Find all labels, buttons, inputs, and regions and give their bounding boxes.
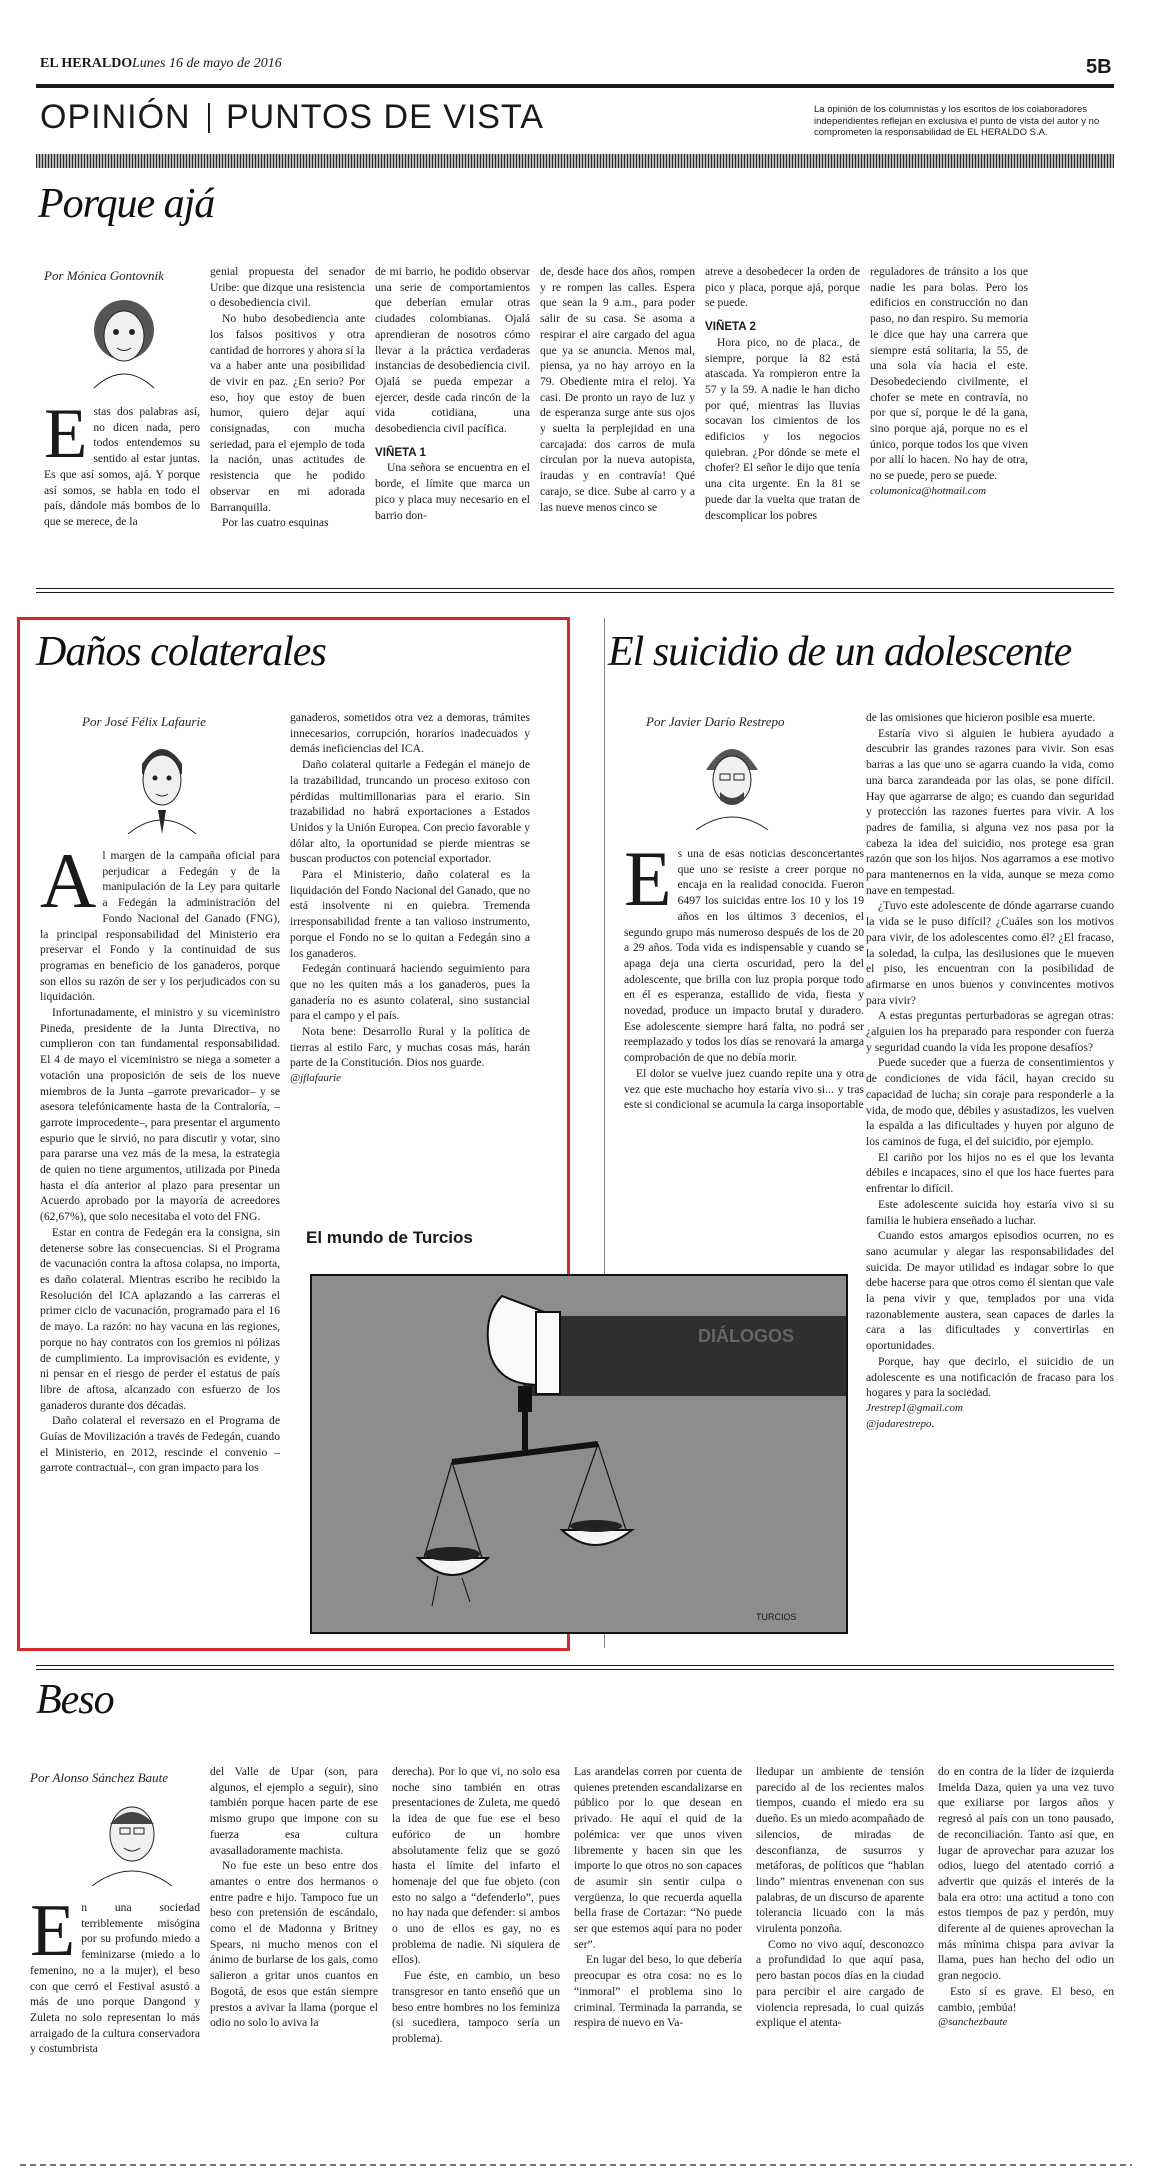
author-email: Jrestrep1@gmail.com xyxy=(866,1401,963,1414)
drop-cap: E xyxy=(624,846,672,922)
disclaimer: La opinión de los columnistas y los escritos de los colaboradores independientes reflejan en exclusiva el punto de vista del autor y no comprometen la responsabilidad de EL HERALDO S.A. xyxy=(814,104,1100,138)
paragraph: Cuando estos amargos episodios ocurren, no es sano acumular y alegar las responsabilidades del suicida. De mayor utilidad es indagar sobre lo que debe hacerse para que otros como él sientan que vale la pena vivir y que, templados por una vida razonablemente austera, sean capaces de darles la cara a las dificultades y convertirlas en oportunidades. xyxy=(866,1229,1114,1353)
paragraph: A estas preguntas perturbadoras se agregan otras: ¿alguien los ha preparado para responder con fuerza y seguridad cuando la vida les propone desafíos? xyxy=(866,1009,1114,1054)
paragraph: Daño colateral el reversazo en el Programa de Guías de Movilización a través de Fedegán, cuando el Ministerio, en 2012, rescinde el convenio –garrote contractual–, con gran impacto para los xyxy=(40,1414,280,1475)
byline: Por Alonso Sánchez Baute xyxy=(30,1770,169,1785)
footer-strip xyxy=(20,2164,1132,2166)
column-3 xyxy=(392,1764,560,2098)
column-6 xyxy=(938,1764,1114,2098)
masthead-paper: EL HERALDO xyxy=(40,56,133,71)
paragraph: stas dos palabras así, no dicen nada, pero todos entendemos su sentido al estar juntas. Es que así somos, ajá. Y porque así somos, se habla en todo el país, dándole más bombos de lo que se merece, de la xyxy=(44,405,200,528)
author-portrait xyxy=(74,290,174,390)
paragraph: Estaría vivo si alguien le hubiera ayudado a descubrir las grandes razones para vivir. Son esas barras a las que uno se agarra cuando la vida, como una barca zarandeada por las olas, se pone difícil. Hay que agarrarse de algo; es cuando dan seguridad y protección las razones fuertes para vivir. A los padres de familia, si alguna vez nos pasa por la cabeza la idea del suicidio, nos protege esa gran razón que son los hijos. Nos agarramos a ese motivo para mantenernos en la vida, aunque se meza como nave en tempestad. xyxy=(866,726,1114,897)
paragraph: Nota bene: Desarrollo Rural y la política de tierras al estilo Farc, y muchas cosas más, harán parte de la Constitución. Dios nos guarde. xyxy=(290,1025,530,1070)
drop-cap: E xyxy=(30,1900,76,1972)
paragraph: Como no vivo aquí, desconozco a profundidad lo que aquí pasa, pero bastan pocos días en la ciudad para percibir el aire cargado de violencia represada, lo cual quizás explique el atenta- xyxy=(756,1937,924,2030)
masthead-rule xyxy=(36,84,1114,88)
paragraph: atreve a desobedecer la orden de pico y placa, porque ajá, porque se puede. xyxy=(705,265,860,310)
paragraph: derecha). Por lo que vi, no solo esa noche sino también en otras presentaciones de Zuleta, me quedó la idea de que fue ese el beso eufórico de un hombre absolutamente feliz que se gozó hasta el límite del infarto el homenaje del que fue objeto (con esto no salgo a “defenderlo”, pues no hay nada que defender: si ambos o uno de ellos es gay, no es problema de nadie. Ni siquiera de ellos). xyxy=(392,1765,560,1967)
author-portrait xyxy=(120,734,204,834)
cartoon-label: DIÁLOGOS xyxy=(698,1326,795,1346)
column-1 xyxy=(44,404,200,574)
hatch-band xyxy=(36,154,1114,168)
paragraph: En lugar del beso, lo que debería preocupar es otra cosa: no es lo “inmoral” el problema sino lo criminal. Terminada la parranda, se respira de nuevo en Va- xyxy=(574,1953,742,2030)
cartoon-frame xyxy=(310,1274,848,1634)
paragraph: Una señora se encuentra en el borde, el límite que marca un pico y placa muy necesario en el barrio don- xyxy=(375,461,530,522)
byline: Por Mónica Gontovnik xyxy=(44,268,164,283)
paragraph: No hubo desobediencia ante los falsos positivos y otra cantidad de horrores y ahora sí la va a haber ante una posibilidad de vivir en paz. ¿En serio? Por eso, hoy que estoy de buen humor, quiero dejar aquí consignadas, con mucha seriedad, para el ejemplo de toda la nación, unas actitudes de resistencia que he podido observar en mi adorada Barranquilla. xyxy=(210,312,365,514)
paragraph: Estar en contra de Fedegán era la consigna, sin detenerse sobre las consecuencias. Si el Programa de vacunación contra la aftosa colapsa, no importa, es daño colateral. Mientras escribo he recibido la Resolución del ICA aplazando a las carreras el primer ciclo de vacunación, programado para el 16 de mayo. La razón: no hay vacuna en las regiones, porque no hay contratos con los gremios ni pólizas de cumplimiento. La improvisación es evidente, y ni pensar en el riesgo de perder el estatus de país libre de aftosa, alcanzado con esfuerzo de los ganaderos durante dos décadas. xyxy=(40,1225,280,1412)
column-2 xyxy=(290,710,530,1150)
section-rule xyxy=(36,1665,1114,1666)
column-4 xyxy=(574,1764,742,2098)
paragraph: reguladores de tránsito a los que nadie les para bolas. Pero los edificios en construcción no dan paso, no dan respiro. Su memoria le dice que hay una carrera que siempre está solitaria, la 55, de una sola vía hacia el este. Desobedeciendo civilmente, el chofer se mete en contravía, no por que sí, porque le dé la gana, sino porque ajá, porque no es el único, porque todos los que viven por allí lo hacen. No hay de otra, no se puede, pero se puede. xyxy=(870,265,1028,483)
cartoon-signature: TURCIOS xyxy=(756,1612,797,1622)
paragraph: genial propuesta del senador Uribe: que dizque una resistencia o desobediencia civil. xyxy=(210,265,365,310)
paragraph: Hora pico, no de placa., de siempre, porque la 82 está atascada. Ya rompieron entre la 57 y la 59. A nadie le han dicho por qué, mientras las lluvias socavan los cimientos de los edificios y los negocios quiebran. ¿Por dónde se mete el chofer? El señor le dijo que tenía una cita urgente. En la 81 se puede dar la vuelta que tratan de descomplicar los pobres xyxy=(705,335,860,522)
article-title: Porque ajá xyxy=(38,181,215,227)
byline: Por José Félix Lafaurie xyxy=(82,714,206,729)
column-2 xyxy=(866,710,1114,1636)
column-1 xyxy=(624,846,864,1236)
column-1 xyxy=(40,848,280,1626)
paragraph: ganaderos, sometidos otra vez a demoras, trámites innecesarios, corrupción, horarios inadecuados y demás ineficiencias del ICA. xyxy=(290,711,530,756)
paragraph: Daño colateral quitarle a Fedegán el manejo de la trazabilidad, truncando un proceso exitoso con pérdidas multimillonarias para el erario. Sin trazabilidad no habrá exportaciones a Estados Unidos y la Unión Europea. Con precio favorable y dólar alto, la oportunidad se pierde mientras se buscan productos con potencial exportador. xyxy=(290,758,530,866)
article-title: Beso xyxy=(36,1677,114,1723)
byline: Por Javier Darío Restrepo xyxy=(646,714,785,729)
paragraph: El cariño por los hijos no es el que los levanta débiles e incapaces, sino el que los hace fuertes para enfrentar lo difícil. xyxy=(866,1150,1114,1196)
section-title: OPINIÓN xyxy=(40,98,191,136)
paragraph: Fedegán continuará haciendo seguimiento para que no les quiten más a los ganaderos, pues la ganadería no es asunto colateral, sino sustancial para el campo y el país. xyxy=(290,962,530,1023)
masthead-date: Lunes 16 de mayo de 2016 xyxy=(132,56,282,71)
paragraph: l margen de la campaña oficial para perjudicar a Fedegán y de la manipulación de la Ley para quitarle a Fedegán la administración del Fondo Nacional del Ganado (FNG), la principal responsabilidad del Ministerio era preservar el Fondo y la continuidad de sus programas en beneficio de los ganaderos, porque son ellos su razón de ser y los perjudicados con su liquidación. xyxy=(40,849,280,1004)
column-6 xyxy=(870,264,1028,574)
author-handle: @jadarestrepo. xyxy=(866,1417,935,1430)
column-3 xyxy=(375,264,530,574)
author-handle: @sanchezbaute xyxy=(938,2016,1008,2029)
paragraph: No fue este un beso entre dos amantes o entre dos hermanos o entre padre e hijo. Tampoco fue un beso con pretensión de escándalo, como el de Madonna y Britney Spears, ni mucho menos con el ánimo de burlarse de los gais, como salieron a gritar unos cuantos en Bogotá, de esos que están siempre prestos a avivar la llama (porque el odio no solo lo aviva la xyxy=(210,1859,378,2030)
paragraph: do en contra de la líder de izquierda Imelda Daza, quien ya una vez tuvo que exiliarse por largos años y regresó al país con un tono pausado, de reconciliación. Tanto así que, en lugar de aprovechar para azuzar los odios, luego del atentado corrió a advertir que quizás el interés de la bala era otro: una actitud a tono con estos tiempos de paz y perdón, muy diferente al de quienes aprovechan la más mínima chispa para avivar la llama, pues han hecho del odio un gran negocio. xyxy=(938,1765,1114,1983)
section-divider xyxy=(208,103,210,133)
page-number: 5B xyxy=(1086,56,1112,78)
paragraph: ¿Tuvo este adolescente de dónde agarrarse cuando la vida se le puso difícil? ¿Cuáles son los motivos para vivir, de los adolescentes como él? ¿El fracaso, la soledad, la culpa, las desilusiones que le mueven el piso, les encuentran con la posibilidad de afirmarse en unos buenos y convincentes motivos para vivir? xyxy=(866,899,1114,1007)
subhead: VIÑETA 2 xyxy=(705,320,756,334)
cartoon-title: El mundo de Turcios xyxy=(306,1228,473,1247)
author-handle: @jflafaurie xyxy=(290,1072,342,1085)
paragraph: Por las cuatro esquinas xyxy=(222,516,329,530)
paragraph: Este adolescente suicida hoy estaría vivo si su familia le hubiera enseñado a luchar. xyxy=(866,1197,1114,1227)
section-rule xyxy=(36,1669,1114,1670)
author-portrait xyxy=(690,734,774,830)
subhead: VIÑETA 1 xyxy=(375,445,426,459)
section-rule xyxy=(36,592,1114,593)
paragraph: Fue éste, en cambio, un beso transgresor en tanto enseñó que un beso entre hombres no los feminiza (si sucediera, tampoco sería un problema). xyxy=(392,1969,560,2045)
column-5 xyxy=(756,1764,924,2098)
drop-cap: A xyxy=(40,848,97,924)
paragraph: s una de esas noticias desconcertantes que uno se resiste a creer porque no encaja en la realidad conocida. Fueron 6497 los suicidas entre los 10 y los 19 años en los últimos 3 decenios, el segundo grupo más numeroso después de los de 20 a 29 años. Toda vida es indispensable y cuando se apaga deja una cierta oscuridad, pero la del adolescente, que brilla con luz propia porque todo en él es esperanza, estallido de vida, fiesta y novedad, produce un impacto brutal y duradero. Ese adolescente siempre hará falta, no podrá ser reemplazado y todos los días se renovará la amarga comprobación de que no debía morir. xyxy=(624,847,864,1065)
paragraph: del Valle de Upar (son, para algunos, el ejemplo a seguir), sino también porque hacen parte de ese mismo grupo que impone con su fuerza esa cultura avasalladoramente machista. xyxy=(210,1765,378,1857)
paragraph: lledupar un ambiente de tensión parecido al de los recientes malos tiempos, cuando el miedo era su dueño. Es un miedo acompañado de silencios, de miradas de desconfianza, de susurros y metáforas, de políticos que “hablan lindo” mientras envenenan con sus palabras, de un discurso de aparente tolerancia licuado con la más virulenta ponzoña. xyxy=(756,1765,924,1936)
article-title: El suicidio de un adolescente xyxy=(608,629,1072,675)
paragraph: Para el Ministerio, daño colateral es la liquidación del Fondo Nacional del Ganado, que no está insolvente ni en quiebra. Tremenda irresponsabilidad frente a tan valioso instrumento, porque el Fondo no se lo quitan a Fedegán sino a los ganaderos. xyxy=(290,868,530,960)
column-2 xyxy=(210,1764,378,2098)
paragraph: Puede suceder que a fuerza de consentimientos y de condiciones de vida fácil, hayan crecido su capacidad de lucha; sin coraje para responderle a la vida, de modo que, débiles y asustadizos, les vuelven la espalda a las dificultades y huyen por alguno de los caminos de fuga, el del suicidio, por ejemplo. xyxy=(866,1056,1114,1148)
paragraph: El dolor se vuelve juez cuando repite una y otra vez que este muchacho hoy estaría vivo si... y tras este si condicional se acumula la carga insoportable xyxy=(624,1066,864,1112)
paragraph: Esto sí es grave. El beso, en cambio, ¡embúa! xyxy=(938,1984,1114,2014)
paragraph: de las omisiones que hicieron posible esa muerte. xyxy=(866,711,1096,724)
column-4 xyxy=(540,264,695,574)
author-portrait xyxy=(84,1790,180,1886)
drop-cap: E xyxy=(44,404,88,473)
column-2 xyxy=(210,264,365,574)
section-rule xyxy=(36,588,1114,589)
article-title: Daños colaterales xyxy=(36,629,326,675)
column-5 xyxy=(705,264,860,574)
paragraph: Las arandelas corren por cuenta de quienes pretenden escandalizarse en público por lo que desean en privado. He aquí el quid de la polémica: ver que unos viven libremente y hacen sin que les importe lo que otros no son capaces de asumir sin sentir culpa o vergüenza, lo que recuerda aquella bella frase de Cortazar: “No puede ser que estemos aquí para no poder ser”. xyxy=(574,1765,742,1951)
author-email: columonica@hotmail.com xyxy=(870,484,987,497)
subsection-title: PUNTOS DE VISTA xyxy=(226,98,544,136)
paragraph: n una sociedad terriblemente misógina por su profundo miedo a feminizarse (miedo a lo femenino, no a la mujer), el beso con que cerró el Festival asustó a más de uno porque Dangond y Zuleta no solo representan lo más arraigado de la cultura conservadora y costumbrista xyxy=(30,1901,200,2056)
column-1 xyxy=(30,1900,200,2096)
paragraph: de, desde hace dos años, rompen y re rompen las calles. Espera que sean la 9 a.m., para poder salir de su casa. Se asoma a respirar el aire cargado del agua que ya se anuncia. Menos mal, piensa, ya no hay arroyo en la 79. Obediente mira el reloj. Ya casi. De pronto un rayo de luz y de esperanza surge ante sus ojos y suelta la perplejidad en una carcajada: dos carros de mula circulan por la nueva autopista, iraudas y en contravía! Qué carajo, se dice. Sube al carro y a las nueve menos cinco se xyxy=(540,265,695,514)
paragraph: de mi barrio, he podido observar una serie de comportamientos que deberían emular otras ciudades colombianas. Ojalá aprendieran de nosotros cómo llevar a la práctica verdaderas instancias de desobediencia civil. Ojalá se pueda empezar a ejercer, desde cada rincón de la vida cotidiana, una desobediencia civil pacífica. xyxy=(375,265,530,436)
paragraph: Porque, hay que decirlo, el suicidio de un adolescente es una notificación de fracaso para los hogares y para la sociedad. xyxy=(866,1354,1114,1400)
paragraph: Infortunadamente, el ministro y su viceministro Pineda, presidente de la Junta Directiva, no cumplieron con tan fundamental responsabilidad. El 4 de mayo el viceministro se niega a someter a votación una proposición de seis de los nueve miembros de la Junta –garrote prevaricador– y se asesora telefónicamente hasta de la Contraloría, –garrote improcedente–, para presentar el argumento espurio que le sirvió, no para discutir y votar, sino para pararse una vez más de la mesa, la estrategia de quien no tiene argumentos, utilizada por Pineda hasta el día anterior al plazo para presentar un Acuerdo aprobado por la mayoría de acreedores (62,67%), que solo necesitaba el voto del FNG. xyxy=(40,1006,280,1224)
